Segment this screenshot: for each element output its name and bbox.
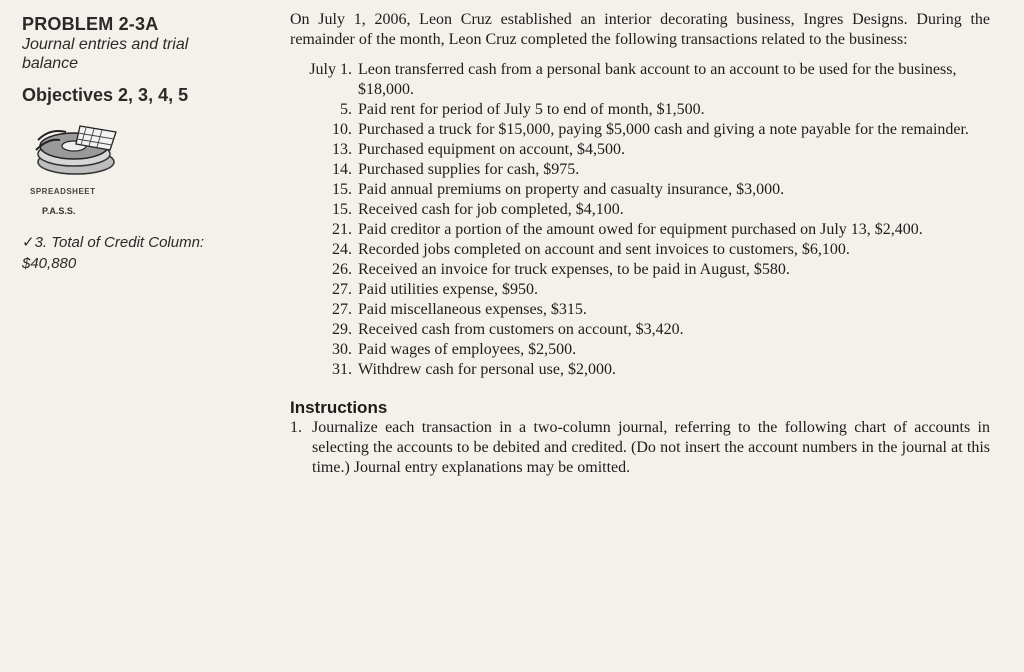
transaction-text: Purchased a truck for $15,000, paying $5,000 cash and giving a note payable for the remainder. xyxy=(358,121,969,138)
check-figure-line2: $40,880 xyxy=(22,255,77,272)
problem-body xyxy=(290,10,990,478)
transaction-date: 27. xyxy=(332,301,352,318)
transaction-text: Received an invoice for truck expenses, to be paid in August, $580. xyxy=(358,261,790,278)
transaction-text: Paid rent for period of July 5 to end of month, $1,500. xyxy=(358,101,705,118)
transaction-item xyxy=(290,200,990,220)
transaction-date: 10. xyxy=(332,121,352,138)
problem-title: PROBLEM 2-3A xyxy=(22,14,159,34)
intro-paragraph: On July 1, 2006, Leon Cruz established an interior decorating business, Ingres Designs. During the remainder of the month, Leon Cruz completed the following transactions related to the business: xyxy=(290,11,990,48)
problem-subtitle-line1: Journal entries and trial xyxy=(22,36,189,53)
sidebar xyxy=(22,14,272,274)
transaction-text: Paid miscellaneous expenses, $315. xyxy=(358,301,587,318)
transaction-item xyxy=(290,340,990,360)
instruction-text: Journalize each transaction in a two-column journal, referring to the following chart of accounts in selecting the accounts to be debited and credited. (Do not insert the account numbers in the journal at this time.) Journal entry explanations may be omitted. xyxy=(312,419,990,476)
transaction-item xyxy=(290,160,990,180)
transaction-date: 31. xyxy=(332,361,352,378)
transaction-item xyxy=(290,60,990,100)
spreadsheet-disk-icon xyxy=(30,120,130,185)
transaction-date: 15. xyxy=(332,181,352,198)
transaction-date: 30. xyxy=(332,341,352,358)
objectives: Objectives 2, 3, 4, 5 xyxy=(22,85,189,105)
transaction-item xyxy=(290,260,990,280)
transaction-item xyxy=(290,360,990,380)
transaction-text: Received cash from customers on account, $3,420. xyxy=(358,321,684,338)
transaction-text: Purchased supplies for cash, $975. xyxy=(358,161,580,178)
transaction-text: Paid creditor a portion of the amount owed for equipment purchased on July 13, $2,400. xyxy=(358,221,923,238)
transaction-date: 21. xyxy=(332,221,352,238)
transaction-item xyxy=(290,180,990,200)
instructions-heading: Instructions xyxy=(290,398,388,417)
transaction-text: Withdrew cash for personal use, $2,000. xyxy=(358,361,616,378)
transaction-item xyxy=(290,220,990,240)
transaction-date: 15. xyxy=(332,201,352,218)
transaction-date: 13. xyxy=(332,141,352,158)
transaction-text: Paid wages of employees, $2,500. xyxy=(358,341,577,358)
transaction-text: Recorded jobs completed on account and sent invoices to customers, $6,100. xyxy=(358,241,850,258)
spreadsheet-label: SPREADSHEET xyxy=(30,187,96,196)
transaction-text: Paid annual premiums on property and casualty insurance, $3,000. xyxy=(358,181,785,198)
instruction-item xyxy=(290,418,990,478)
transaction-item xyxy=(290,140,990,160)
check-figure-line1: ✓3. Total of Credit Column: xyxy=(22,234,205,251)
transaction-item xyxy=(290,240,990,260)
transaction-text: Leon transferred cash from a personal bank account to an account to be used for the business, $18,000. xyxy=(358,61,957,98)
pass-label: P.A.S.S. xyxy=(42,206,76,216)
instruction-number: 1. xyxy=(290,419,302,436)
transaction-item xyxy=(290,320,990,340)
transaction-date: 14. xyxy=(332,161,352,178)
transaction-date: July 1. xyxy=(309,61,352,78)
transaction-list xyxy=(290,60,990,380)
transaction-item xyxy=(290,100,990,120)
transaction-item xyxy=(290,280,990,300)
transaction-text: Purchased equipment on account, $4,500. xyxy=(358,141,626,158)
transaction-text: Paid utilities expense, $950. xyxy=(358,281,538,298)
transaction-date: 24. xyxy=(332,241,352,258)
transaction-date: 27. xyxy=(332,281,352,298)
transaction-date: 5. xyxy=(340,101,352,118)
transaction-item xyxy=(290,120,990,140)
transaction-date: 26. xyxy=(332,261,352,278)
problem-subtitle-line2: balance xyxy=(22,55,79,72)
transaction-item xyxy=(290,300,990,320)
transaction-date: 29. xyxy=(332,321,352,338)
transaction-text: Received cash for job completed, $4,100. xyxy=(358,201,624,218)
